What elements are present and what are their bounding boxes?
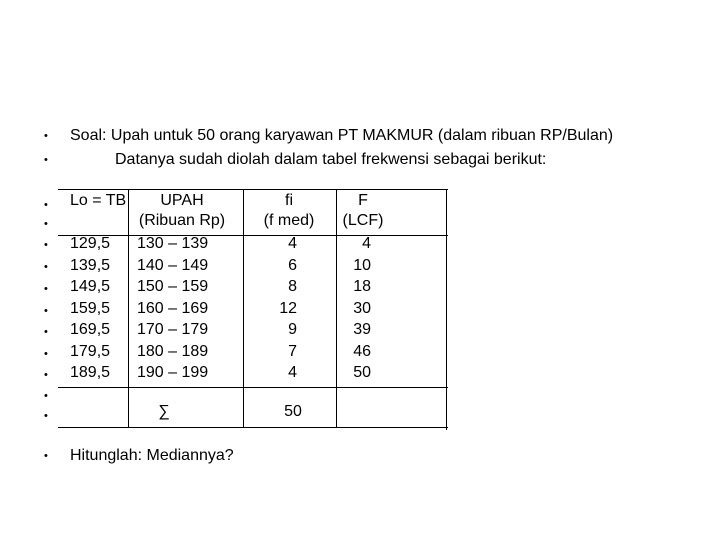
header-cf-sub: (LCF) bbox=[342, 212, 384, 229]
row-interval: 160 – 169 bbox=[137, 300, 209, 317]
row-frequency: 4 bbox=[288, 364, 297, 381]
row-cumulative-frequency: 30 bbox=[353, 300, 371, 317]
row-cumulative-frequency: 46 bbox=[353, 343, 371, 360]
row-frequency: 6 bbox=[288, 257, 297, 274]
row-lower-boundary: 159,5 bbox=[70, 300, 111, 317]
row-interval: 150 – 159 bbox=[137, 278, 209, 295]
table-top-border bbox=[58, 189, 448, 190]
bullet: • bbox=[44, 326, 48, 338]
header-fi-sub: (f med) bbox=[263, 212, 315, 229]
row-interval: 170 – 179 bbox=[137, 321, 209, 338]
header-upah-unit: (Ribuan Rp) bbox=[138, 212, 226, 229]
row-frequency: 4 bbox=[288, 235, 297, 252]
problem-line-2: Datanya sudah diolah dalam tabel frekwensi sebagai berikut: bbox=[115, 151, 547, 168]
table-column-divider bbox=[243, 189, 244, 427]
table-sum-divider bbox=[58, 387, 448, 388]
table-column-divider bbox=[336, 189, 337, 427]
row-cumulative-frequency: 39 bbox=[353, 321, 371, 338]
row-lower-boundary: 139,5 bbox=[70, 257, 111, 274]
bullet: • bbox=[44, 283, 48, 295]
row-interval: 140 – 149 bbox=[137, 257, 209, 274]
bullet: • bbox=[44, 305, 48, 317]
bullet: • bbox=[44, 218, 48, 230]
row-frequency: 9 bbox=[288, 321, 297, 338]
row-interval: 180 – 189 bbox=[137, 343, 209, 360]
table-bottom-border bbox=[58, 427, 448, 428]
row-cumulative-frequency: 10 bbox=[353, 257, 371, 274]
row-cumulative-frequency: 50 bbox=[353, 364, 371, 381]
row-interval: 190 – 199 bbox=[137, 364, 209, 381]
table-right-border bbox=[446, 189, 447, 430]
row-lower-boundary: 169,5 bbox=[70, 321, 111, 338]
row-interval: 130 – 139 bbox=[137, 235, 209, 252]
header-cf: F bbox=[358, 192, 368, 209]
table-column-divider bbox=[128, 189, 129, 427]
bullet: • bbox=[44, 239, 48, 251]
bullet: • bbox=[44, 348, 48, 360]
bullet: • bbox=[44, 410, 48, 422]
bullet: • bbox=[44, 261, 48, 273]
header-lo-tb: Lo = TB bbox=[70, 192, 127, 209]
sum-value: 50 bbox=[284, 403, 302, 420]
header-fi: fi bbox=[285, 192, 293, 209]
row-frequency: 12 bbox=[279, 300, 297, 317]
question-text: Hitunglah: Mediannya? bbox=[70, 447, 234, 464]
bullet: • bbox=[44, 390, 48, 402]
header-upah: UPAH bbox=[160, 192, 204, 209]
row-frequency: 7 bbox=[288, 343, 297, 360]
row-lower-boundary: 129,5 bbox=[70, 235, 111, 252]
bullet: • bbox=[44, 450, 48, 462]
row-cumulative-frequency: 4 bbox=[362, 235, 371, 252]
bullet: • bbox=[44, 369, 48, 381]
bullet: • bbox=[44, 199, 48, 211]
bullet: • bbox=[44, 130, 48, 142]
row-frequency: 8 bbox=[288, 278, 297, 295]
bullet: • bbox=[44, 154, 48, 166]
problem-line-1: Soal: Upah untuk 50 orang karyawan PT MAKMUR (dalam ribuan RP/Bulan) bbox=[70, 127, 614, 144]
sum-symbol: ∑ bbox=[158, 403, 170, 420]
row-lower-boundary: 189,5 bbox=[70, 364, 111, 381]
row-lower-boundary: 149,5 bbox=[70, 278, 111, 295]
row-cumulative-frequency: 18 bbox=[353, 278, 371, 295]
row-lower-boundary: 179,5 bbox=[70, 343, 111, 360]
table-header-divider bbox=[58, 235, 448, 236]
